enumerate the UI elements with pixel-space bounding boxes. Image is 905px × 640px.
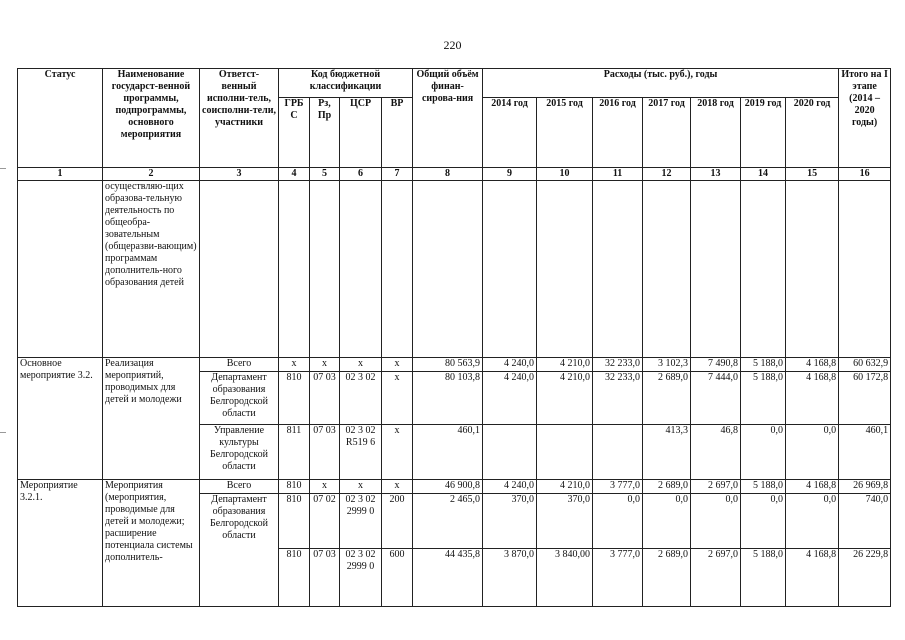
header-year-2020: 2020 год (786, 98, 839, 168)
year-cell: 3 777,0 (593, 480, 643, 494)
table-row (18, 480, 891, 494)
header-name: Наименование государст-венной программы, подпрограммы, основного мероприятия (103, 69, 200, 168)
responsible-cell: Департамент образования Белгородской области (200, 494, 279, 607)
grbs-cell: 811 (279, 425, 310, 480)
table-cell (483, 181, 537, 358)
vr-cell: х (382, 425, 413, 480)
vr-cell: х (382, 372, 413, 425)
year-cell: 32 233,0 (593, 358, 643, 372)
header-expenses: Расходы (тыс. руб.), годы (483, 69, 839, 98)
column-number: 16 (839, 168, 891, 181)
year-cell: 4 168,8 (786, 372, 839, 425)
year-cell: 0,0 (593, 494, 643, 549)
vr-cell: х (382, 480, 413, 494)
total-cell: 44 435,8 (413, 549, 483, 607)
total-cell: 2 465,0 (413, 494, 483, 549)
year-cell: 2 689,0 (643, 480, 691, 494)
column-number: 3 (200, 168, 279, 181)
vr-cell: 200 (382, 494, 413, 549)
csr-cell: 02 3 02 2999 0 (340, 549, 382, 607)
year-cell: 4 210,0 (537, 372, 593, 425)
vr-cell: х (382, 358, 413, 372)
csr-cell: 02 3 02 (340, 372, 382, 425)
table-cell (537, 181, 593, 358)
year-cell: 4 240,0 (483, 480, 537, 494)
year-cell: 32 233,0 (593, 372, 643, 425)
responsible-cell: Управление культуры Белгородской области (200, 425, 279, 480)
year-cell (593, 425, 643, 480)
header-year-2014: 2014 год (483, 98, 537, 168)
year-cell: 4 210,0 (537, 358, 593, 372)
vr-cell: 600 (382, 549, 413, 607)
column-number: 6 (340, 168, 382, 181)
csr-cell: х (340, 480, 382, 494)
year-cell: 3 840,00 (537, 549, 593, 607)
header-responsible: Ответст-венный исполни-тель, соисполни-тели, участники (200, 69, 279, 168)
year-cell: 4 240,0 (483, 358, 537, 372)
year-cell: 0,0 (786, 494, 839, 549)
csr-cell: 02 3 02 R519 6 (340, 425, 382, 480)
responsible-cell: Департамент образования Белгородской области (200, 372, 279, 425)
csr-cell: х (340, 358, 382, 372)
stage-total-cell: 740,0 (839, 494, 891, 549)
table-cell (382, 181, 413, 358)
grbs-cell: х (279, 358, 310, 372)
year-cell: 4 210,0 (537, 480, 593, 494)
continuation-row (18, 181, 891, 358)
table-cell (786, 181, 839, 358)
year-cell: 46,8 (691, 425, 741, 480)
year-cell: 3 870,0 (483, 549, 537, 607)
budget-table (17, 68, 891, 607)
year-cell: 5 188,0 (741, 372, 786, 425)
rzpr-cell: 07 02 (310, 494, 340, 549)
table-cell (18, 181, 103, 358)
table-cell (643, 181, 691, 358)
year-cell: 5 188,0 (741, 549, 786, 607)
table-cell (413, 181, 483, 358)
year-cell: 7 490,8 (691, 358, 741, 372)
year-cell: 2 689,0 (643, 372, 691, 425)
name-cell: Реализация мероприятий, проводимых для детей и молодежи (103, 358, 200, 480)
year-cell: 370,0 (483, 494, 537, 549)
header-csr: ЦСР (340, 98, 382, 168)
column-number: 7 (382, 168, 413, 181)
total-cell: 80 563,9 (413, 358, 483, 372)
table-row (18, 358, 891, 372)
stage-total-cell: 60 632,9 (839, 358, 891, 372)
year-cell: 2 689,0 (643, 549, 691, 607)
column-number: 15 (786, 168, 839, 181)
header-year-2015: 2015 год (537, 98, 593, 168)
column-number: 11 (593, 168, 643, 181)
column-number: 1 (18, 168, 103, 181)
stage-total-cell: 26 229,8 (839, 549, 891, 607)
table-cell (200, 181, 279, 358)
header-row-1 (18, 69, 891, 98)
grbs-cell: 810 (279, 494, 310, 549)
total-cell: 460,1 (413, 425, 483, 480)
grbs-cell: 810 (279, 480, 310, 494)
year-cell: 0,0 (741, 494, 786, 549)
rzpr-cell: 07 03 (310, 425, 340, 480)
header-year-2018: 2018 год (691, 98, 741, 168)
header-total-volume: Общий объём финан-сирова-ния (413, 69, 483, 168)
year-cell: 4 168,8 (786, 549, 839, 607)
responsible-cell: Всего (200, 480, 279, 494)
year-cell: 2 697,0 (691, 480, 741, 494)
table-cell (593, 181, 643, 358)
stage-total-cell: 60 172,8 (839, 372, 891, 425)
scan-edge-mark (0, 168, 6, 169)
year-cell: 3 102,3 (643, 358, 691, 372)
page-number: 220 (443, 38, 462, 52)
total-cell: 80 103,8 (413, 372, 483, 425)
column-number: 9 (483, 168, 537, 181)
year-cell: 5 188,0 (741, 358, 786, 372)
grbs-cell: 810 (279, 372, 310, 425)
year-cell: 2 697,0 (691, 549, 741, 607)
name-cell: Мероприятия (мероприятия, проводимые для детей и молодежи; расширение потенциала системы дополнитель- (103, 480, 200, 607)
column-number: 10 (537, 168, 593, 181)
column-number-row (18, 168, 891, 181)
year-cell: 0,0 (643, 494, 691, 549)
table-cell (340, 181, 382, 358)
rzpr-cell: 07 03 (310, 372, 340, 425)
year-cell: 3 777,0 (593, 549, 643, 607)
year-cell: 370,0 (537, 494, 593, 549)
header-rzpr: Рз, Пр (310, 98, 340, 168)
table-cell (839, 181, 891, 358)
table-cell (310, 181, 340, 358)
header-stage-total: Итого на I этапе (2014 – 2020 годы) (839, 69, 891, 168)
header-status: Статус (18, 69, 103, 168)
column-number: 2 (103, 168, 200, 181)
column-number: 8 (413, 168, 483, 181)
stage-total-cell: 26 969,8 (839, 480, 891, 494)
responsible-cell: Всего (200, 358, 279, 372)
year-cell: 0,0 (741, 425, 786, 480)
table-cell (691, 181, 741, 358)
table-cell (741, 181, 786, 358)
header-year-2017: 2017 год (643, 98, 691, 168)
continuation-text: осуществляю-щих образова-тельную деятельность по общеобра-зовательным (общеразви-вающим) программам дополнитель-ного образования детей (103, 181, 200, 358)
header-budget-code: Код бюджетной классификации (279, 69, 413, 98)
year-cell: 7 444,0 (691, 372, 741, 425)
csr-cell: 02 3 02 2999 0 (340, 494, 382, 549)
total-cell: 46 900,8 (413, 480, 483, 494)
year-cell: 4 168,8 (786, 480, 839, 494)
stage-total-cell: 460,1 (839, 425, 891, 480)
column-number: 5 (310, 168, 340, 181)
header-year-2016: 2016 год (593, 98, 643, 168)
year-cell: 4 240,0 (483, 372, 537, 425)
rzpr-cell: х (310, 358, 340, 372)
column-number: 12 (643, 168, 691, 181)
year-cell: 5 188,0 (741, 480, 786, 494)
rzpr-cell: х (310, 480, 340, 494)
year-cell: 413,3 (643, 425, 691, 480)
year-cell: 0,0 (691, 494, 741, 549)
status-cell: Основное мероприятие 3.2. (18, 358, 103, 480)
year-cell (537, 425, 593, 480)
column-number: 4 (279, 168, 310, 181)
scan-edge-mark (0, 432, 6, 433)
header-vr: ВР (382, 98, 413, 168)
header-year-2019: 2019 год (741, 98, 786, 168)
column-number: 14 (741, 168, 786, 181)
year-cell: 0,0 (786, 425, 839, 480)
table-cell (279, 181, 310, 358)
rzpr-cell: 07 03 (310, 549, 340, 607)
year-cell (483, 425, 537, 480)
column-number: 13 (691, 168, 741, 181)
year-cell: 4 168,8 (786, 358, 839, 372)
grbs-cell: 810 (279, 549, 310, 607)
status-cell: Мероприятие 3.2.1. (18, 480, 103, 607)
header-grbs: ГРБ С (279, 98, 310, 168)
